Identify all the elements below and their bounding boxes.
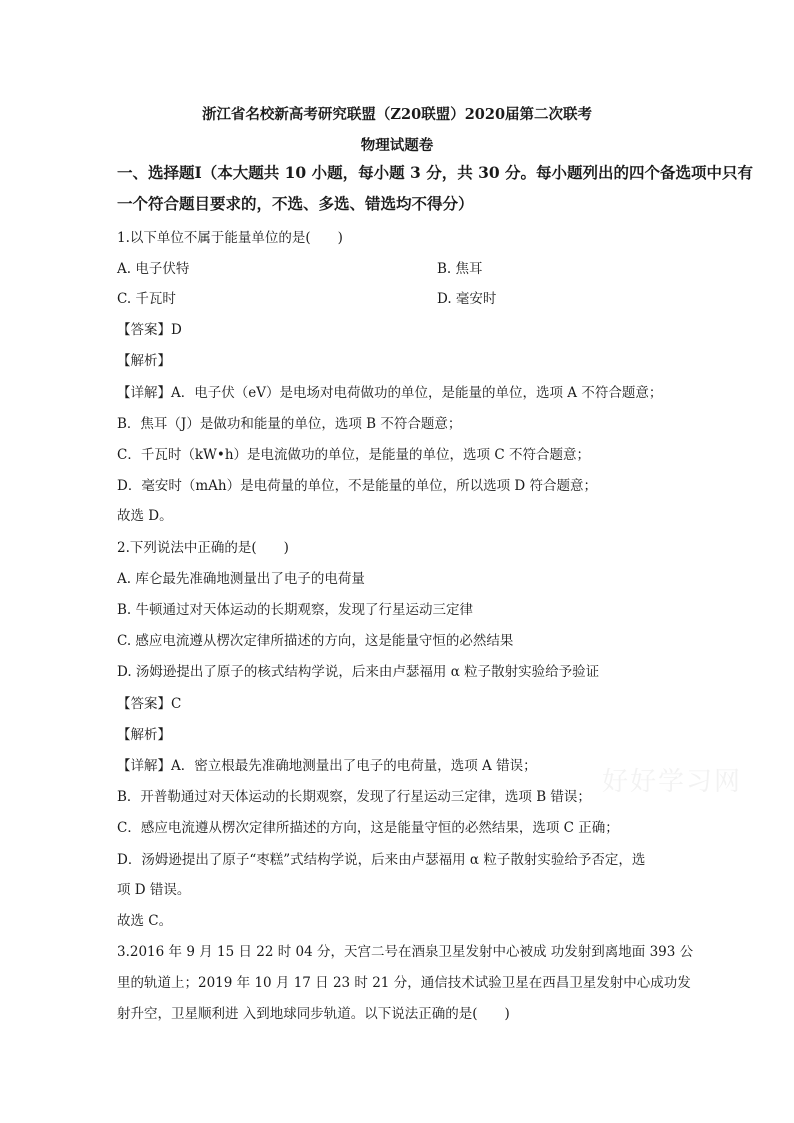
exam-subtitle: 物理试题卷	[360, 137, 434, 154]
q1-detail-d: D．毫安时（mAh）是电荷量的单位，不是能量的单位，所以选项 D 符合题意；	[117, 478, 597, 494]
q1-detail-b: B．焦耳（J）是做功和能量的单位，选项 B 不符合题意；	[117, 416, 462, 432]
section-heading-line1: 一、选择题Ⅰ（本大题共 10 小题，每小题 3 分，共 30 分。每小题列出的四个备选项中只有	[117, 163, 754, 182]
q3-stem-line1: 3.2016 年 9 月 15 日 22 时 04 分，天宫二号在酒泉卫星发射中心被成 功发射到离地面 393 公	[117, 944, 694, 960]
q1-answer: 【答案】D	[117, 322, 182, 338]
q2-answer: 【答案】C	[117, 696, 182, 712]
q2-detail-c: C．感应电流遵从楞次定律所描述的方向，这是能量守恒的必然结果，选项 C 正确；	[117, 820, 619, 836]
q2-option-c: C. 感应电流遵从楞次定律所描述的方向，这是能量守恒的必然结果	[117, 633, 514, 649]
q2-option-b: B. 牛顿通过对天体运动的长期观察，发现了行星运动三定律	[117, 602, 474, 618]
q2-option-a: A. 库仑最先准确地测量出了电子的电荷量	[117, 571, 365, 587]
q2-option-d: D. 汤姆逊提出了原子的核式结构学说，后来由卢瑟福用 α 粒子散射实验给予验证	[117, 664, 600, 680]
q2-detail-d-line2: 项 D 错误。	[117, 882, 191, 898]
q2-detail-b: B．开普勒通过对天体运动的长期观察，发现了行星运动三定律，选项 B 错误；	[117, 789, 591, 805]
watermark: 好好学习网	[602, 767, 743, 797]
q2-conclusion: 故选 C。	[117, 913, 173, 929]
q3-stem-line2: 里的轨道上；2019 年 10 月 17 日 23 时 21 分，通信技术试验卫星在西昌卫星发射中心成功发	[117, 975, 691, 991]
q1-stem: 1.以下单位不属于能量单位的是( )	[117, 230, 343, 246]
q2-analysis-label: 【解析】	[117, 727, 171, 743]
q2-detail-a: 【详解】A．密立根最先准确地测量出了电子的电荷量，选项 A 错误；	[117, 758, 537, 774]
q1-detail-c: C．千瓦时（kW•h）是电流做功的单位，是能量的单位，选项 C 不符合题意；	[117, 447, 590, 463]
q3-stem-line3: 射升空，卫星顺利进 入到地球同步轨道。以下说法正确的是( )	[117, 1006, 510, 1022]
q2-stem: 2.下列说法中正确的是( )	[117, 540, 289, 556]
q1-detail-a: 【详解】A．电子伏（eV）是电场对电荷做功的单位，是能量的单位，选项 A 不符合题意；	[117, 385, 663, 401]
q1-conclusion: 故选 D。	[117, 508, 173, 524]
q1-option-d: D. 毫安时	[437, 291, 497, 307]
section-heading-line2: 一个符合题目要求的，不选、多选、错选均不得分）	[117, 194, 474, 213]
q1-option-c: C. 千瓦时	[117, 291, 176, 307]
q1-option-a: A. 电子伏特	[117, 261, 190, 277]
q1-analysis-label: 【解析】	[117, 353, 171, 369]
q2-detail-d-line1: D．汤姆逊提出了原子“枣糕”式结构学说，后来由卢瑟福用 α 粒子散射实验给予否定，选	[117, 852, 646, 868]
q1-option-b: B. 焦耳	[437, 261, 483, 277]
exam-title: 浙江省名校新高考研究联盟（Z20联盟）2020届第二次联考	[201, 106, 593, 123]
